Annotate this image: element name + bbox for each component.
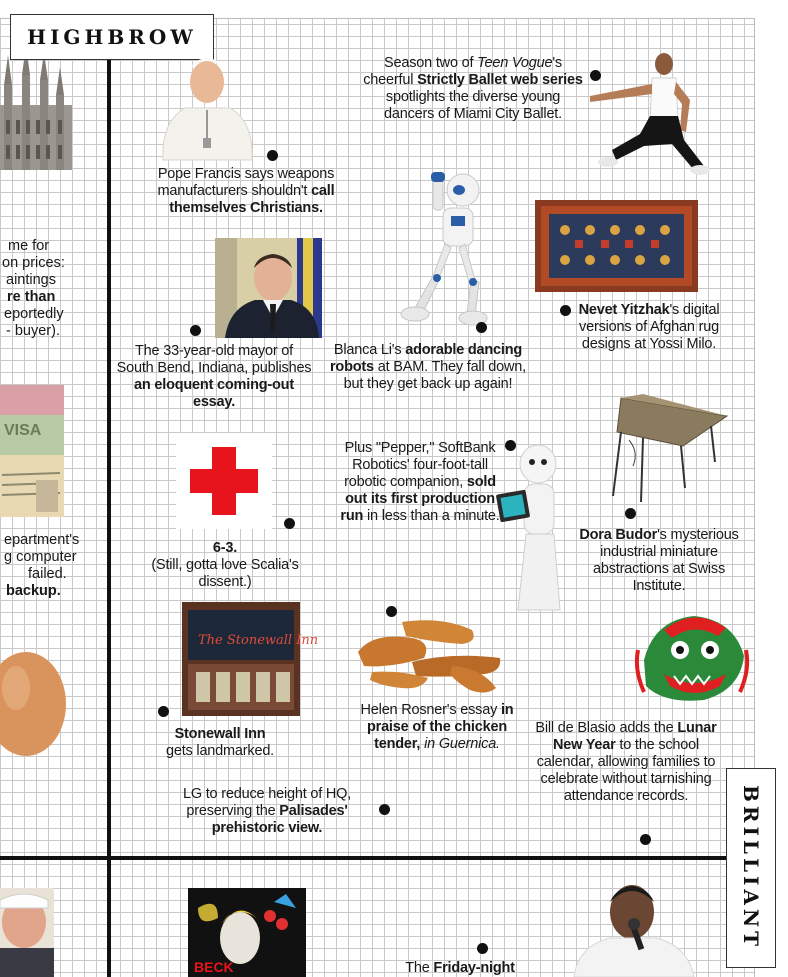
nevet-yitzhak-text — [568, 302, 730, 353]
lg-text-bold: Palisades' — [279, 803, 348, 819]
left-line-1: me for — [8, 238, 50, 254]
politician-photo-bottom-left — [0, 888, 54, 977]
afghan-rug-image — [535, 200, 698, 292]
friday-text-bold: Friday-night — [433, 960, 515, 976]
left-line-2: on prices: — [2, 255, 65, 271]
blanca-dot — [476, 322, 487, 333]
pope-text-bold: call themselves Christians. — [169, 183, 335, 216]
pope-dot — [267, 150, 278, 161]
deblasio-text-bold: Lunar New Year — [552, 720, 717, 753]
friday-night-text — [380, 960, 540, 977]
ballet-dancer-image — [580, 50, 712, 178]
left2-line-1: epartment's — [4, 532, 80, 548]
friday-dot — [477, 943, 488, 954]
red-cross-image — [176, 433, 272, 529]
rosner-text-italic: in Guernica. — [424, 736, 500, 752]
vertical-axis-line — [107, 18, 111, 977]
rosner-text-pre: Helen Rosner's essay — [360, 702, 501, 718]
mayor-dot — [190, 325, 201, 336]
stonewall-sign-text: The Stonewall Inn — [198, 633, 319, 648]
dora-text-bold: Dora Budor — [579, 527, 658, 543]
dora-budor-text — [568, 527, 750, 595]
teen-vogue-text — [362, 55, 584, 123]
egg-image — [0, 648, 68, 758]
industrial-miniature-image — [603, 392, 729, 502]
visa-word: VISA — [4, 422, 42, 439]
stonewall-dot — [158, 706, 169, 717]
lunar-dragon-image — [634, 600, 750, 712]
visa-document-image — [0, 385, 64, 517]
pepper-robot-image — [498, 444, 564, 616]
helen-rosner-text — [352, 702, 522, 753]
stonewall-inn-image — [182, 602, 319, 716]
scotus-text-bold: 6-3. — [212, 540, 238, 556]
teen-vogue-italic: Teen Vogue — [477, 55, 553, 71]
teen-vogue-pre: Season two of — [384, 55, 478, 71]
blanca-text-bold: adorable dancing robots — [329, 342, 523, 375]
lg-text-post: prehistoric view. — [211, 820, 323, 836]
dancing-robot-image — [393, 168, 491, 328]
horizontal-axis-line — [0, 856, 755, 860]
dora-text-post: 's mysterious industrial miniature abstractions at Swiss Institute. — [593, 527, 739, 594]
left-line-4: re than — [7, 289, 56, 305]
rosner-text-bold: in praise of the chicken tender, — [366, 702, 514, 752]
lg-text-pre: LG to reduce height of HQ, preserving the — [182, 786, 352, 819]
pepper-text-post: in less than a minute. — [363, 508, 500, 524]
beck-poster-image — [188, 888, 306, 977]
blanca-text-post: at BAM. They fall down, but they get back up again! — [343, 359, 526, 392]
cathedral-image — [0, 45, 72, 170]
scotus-text-post: (Still, gotta love Scalia's dissent.) — [151, 557, 299, 590]
pepper-text-bold: sold out its first production run — [340, 474, 496, 524]
left2-line-4: backup. — [6, 583, 61, 599]
pepper-robot-text — [338, 440, 502, 525]
teen-vogue-mid: 's cheerful — [363, 55, 562, 88]
friday-text-pre: The — [405, 960, 434, 976]
mayor-portrait-image — [215, 238, 322, 338]
singer-photo-image — [568, 872, 698, 977]
left-partial-text-2 — [0, 532, 79, 600]
mayor-text — [116, 343, 312, 411]
highbrow-axis-label: HIGHBROW — [10, 14, 214, 60]
deblasio-dot — [640, 834, 651, 845]
scotus-dot — [284, 518, 295, 529]
blanca-li-text — [328, 342, 528, 393]
mayor-text-bold: an eloquent coming-out essay. — [134, 377, 294, 410]
left2-line-3: failed. — [28, 566, 67, 582]
teen-vogue-bold: Strictly Ballet web series — [417, 72, 583, 88]
left-line-6: - buyer). — [6, 323, 60, 339]
brilliant-axis-label: BRILLIANT — [726, 768, 776, 968]
pope-text-pre: Pope Francis says weapons manufacturers shouldn't — [157, 166, 335, 199]
chicken-tenders-image — [352, 612, 504, 696]
left-partial-text-1 — [0, 238, 104, 340]
dora-dot — [625, 508, 636, 519]
scotus-ruling-text — [150, 540, 300, 591]
deblasio-text-post: to the school calendar, allowing families to celebrate without tarnishing attendance records. — [536, 737, 716, 804]
pepper-text-pre: Plus "Pepper," SoftBank Robotics' four-foot-tall robotic companion, — [344, 440, 496, 490]
lg-palisades-text — [162, 786, 372, 837]
de-blasio-text — [528, 720, 724, 805]
blanca-text-pre: Blanca Li's — [333, 342, 406, 358]
stonewall-text-post: gets landmarked. — [165, 743, 275, 759]
teen-vogue-post: spotlights the diverse young dancers of Miami City Ballet. — [384, 89, 562, 122]
nevet-text-bold: Nevet Yitzhak — [578, 302, 670, 318]
left2-line-2: g computer — [4, 549, 77, 565]
nevet-text-post: 's digital versions of Afghan rug designs at Yossi Milo. — [579, 302, 720, 352]
stonewall-text — [145, 726, 295, 760]
deblasio-text-pre: Bill de Blasio adds the — [535, 720, 678, 736]
left-line-3: aintings — [6, 272, 56, 288]
mayor-text-pre: The 33-year-old mayor of South Bend, Indiana, publishes — [116, 343, 312, 376]
pope-francis-text — [130, 166, 362, 217]
left-line-5: eportedly — [4, 306, 64, 322]
beck-word: BECK — [194, 959, 234, 975]
lg-dot — [379, 804, 390, 815]
stonewall-text-bold: Stonewall Inn — [174, 726, 266, 742]
pope-francis-image — [155, 50, 260, 160]
